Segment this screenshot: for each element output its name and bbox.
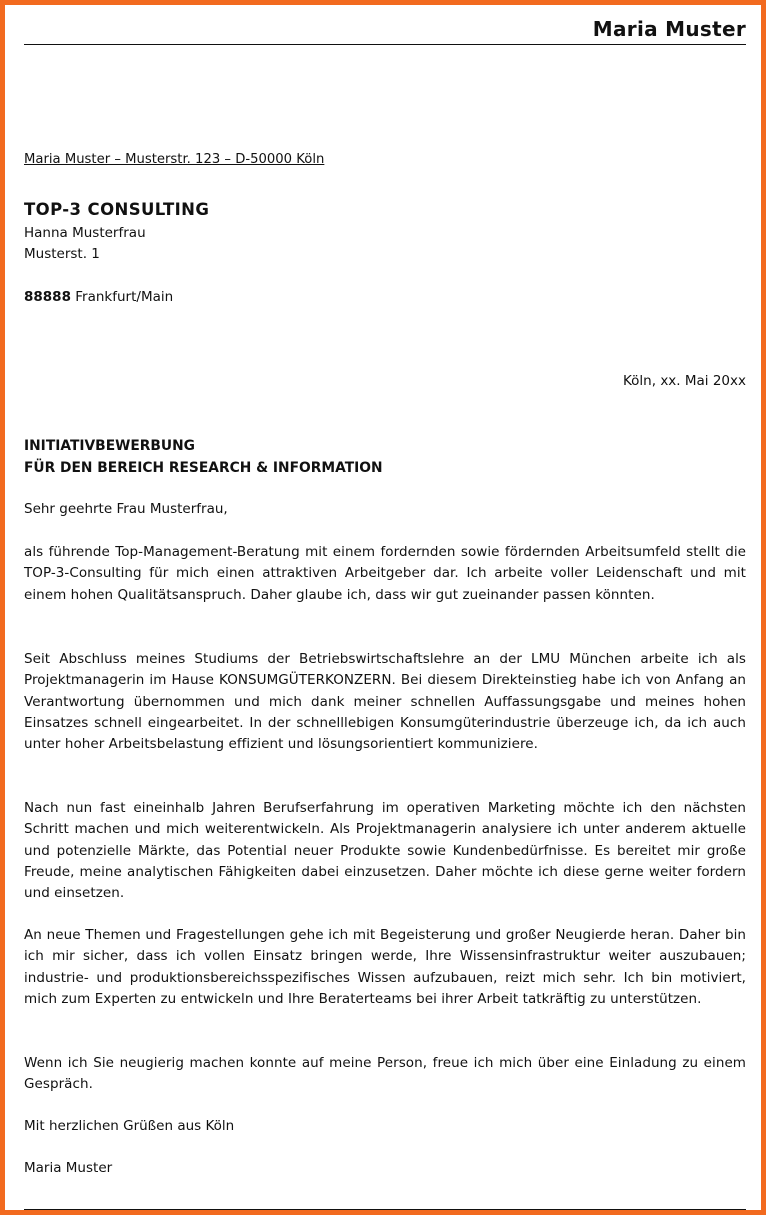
closing: Mit herzlichen Grüßen aus Köln [24, 1118, 235, 1134]
subject-line-2: FÜR DEN BEREICH RESEARCH & INFORMATION [24, 459, 383, 476]
body-paragraph: als führende Top-Management-Beratung mit einem fordernden sowie fördernden Arbeitsumfeld stellt die TOP-3-Consulting für mich einen attraktiven Arbeitgeber dar. Ich arbeite voller Leidenschaft und mit einem hohen Qualitätsanspruch. Daher glaube ich, dass wir gut zueinander passen könnten. [24, 544, 746, 603]
body-paragraph: Seit Abschluss meines Studiums der Betriebswirtschaftslehre an der LMU München arbeite ich als Projektmanagerin im Hause KONSUMGÜTERKONZERN. Bei diesem Direkteinstieg habe ich von Anfang an Verantwortung übernommen und mich dank meiner schnellen Auffassungsgabe und meines hohen Einsatzes schnell eingearbeitet. In der schnelllebigen Konsumgüterindustrie überzeuge ich, da ich auch unter hoher Arbeitsbelastung effizient und lösungsorientiert kommuniziere. [24, 651, 746, 753]
recipient-street: Musterst. 1 [24, 246, 100, 262]
letter-date: Köln, xx. Mai 20xx [622, 373, 746, 389]
sender-address-line: Maria Muster – Musterstr. 123 – D-50000 Köln [24, 152, 325, 167]
recipient-contact: Hanna Musterfrau [24, 225, 146, 241]
salutation: Sehr geehrte Frau Musterfrau, [24, 501, 228, 517]
subject [24, 436, 383, 479]
recipient-city-line [24, 289, 173, 305]
footer-rule [24, 1209, 746, 1210]
header-name: Maria Muster [592, 17, 746, 41]
header-rule [24, 44, 746, 45]
subject-line-1: INITIATIVBEWERBUNG [24, 438, 195, 454]
signature: Maria Muster [24, 1160, 113, 1176]
body-paragraph: Nach nun fast eineinhalb Jahren Berufserfahrung im operativen Marketing möchte ich den nächsten Schritt machen und mich weiterentwickeln. Als Projektmanagerin analysiere ich unter anderem aktuelle und potenzielle Märkte, das Potential neuer Produkte sowie Kundenbedürfnisse. Es bereitet mir große Freude, meine analytischen Fähigkeiten dabei einzusetzen. Daher möchte ich diese gerne weiter fordern und einsetzen. [24, 800, 746, 902]
recipient-company: TOP-3 CONSULTING [24, 200, 210, 219]
body-paragraph: Wenn ich Sie neugierig machen konnte auf meine Person, freue ich mich über eine Einladung zu einem Gespräch. [24, 1055, 746, 1093]
recipient-postal-code: 88888 [24, 289, 71, 305]
recipient-city: Frankfurt/Main [75, 289, 174, 305]
body-paragraph: An neue Themen und Fragestellungen gehe ich mit Begeisterung und großer Neugierde heran. Daher bin ich mir sicher, dass ich vollen Einsatz bringen werde, Ihre Wissensinfrastruktur weiter auszubauen; industrie- und produktionsbereichsspezifisches Wissen aufzubauen, reizt mich sehr. Ich bin motiviert, mich zum Experten zu entwickeln und Ihre Beraterteams bei ihrer Arbeit tatkräftig zu unterstützen. [24, 927, 746, 1007]
